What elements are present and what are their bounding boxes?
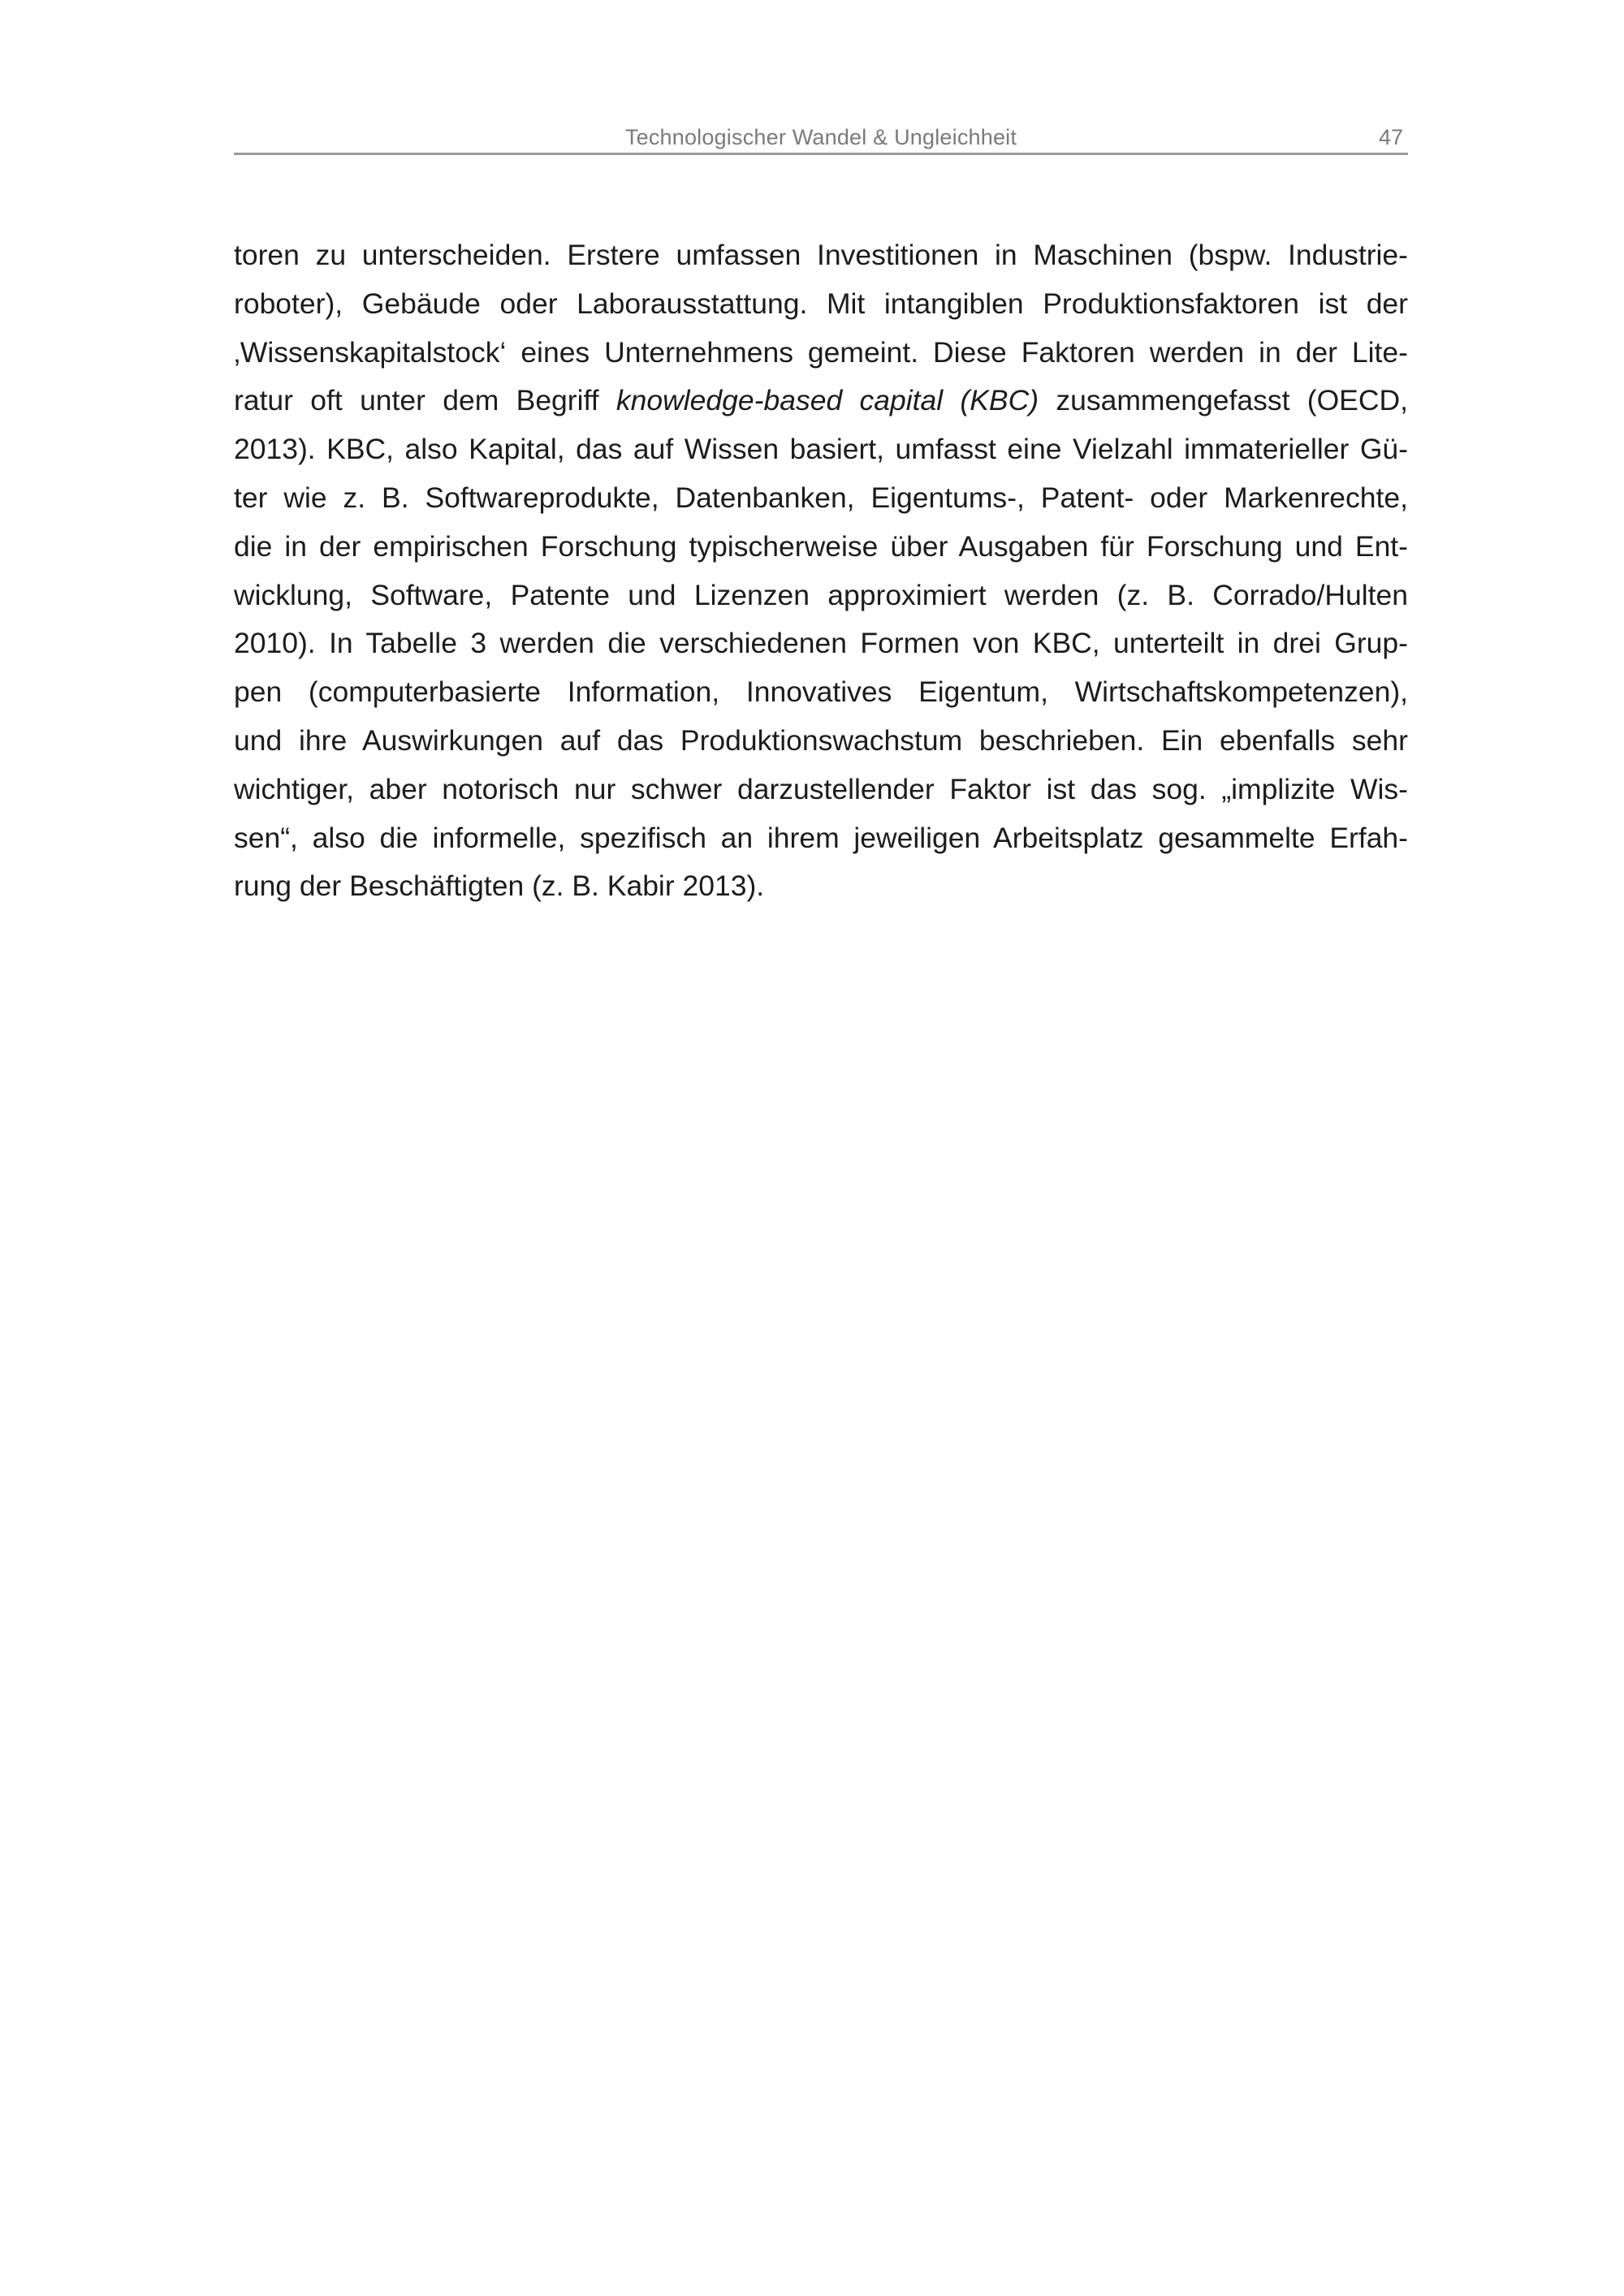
header-title: Technologischer Wandel & Ungleichheit <box>624 125 1017 149</box>
paragraph-line: rung der Beschäftigten (z. B. Kabir 2013). <box>234 870 765 903</box>
line-text: ratur oft unter dem Begriff <box>234 384 599 417</box>
paragraph-line: roboter), Gebäude oder Laborausstattung. Mit intangiblen Produktionsfaktoren ist der <box>234 287 1408 320</box>
paragraph-line: sen“, also die informelle, spezifisch an ihrem jeweiligen Arbeitsplatz gesammelte Erfah- <box>234 821 1408 854</box>
paragraph-line: die in der empirischen Forschung typischerweise über Ausgaben für Forschung und Ent- <box>234 529 1408 563</box>
line-text: zusammengefasst (OECD, <box>1056 384 1408 417</box>
running-header <box>234 123 1408 155</box>
paragraph-line: 2013). KBC, also Kapital, das auf Wissen basiert, umfasst eine Vielzahl immaterieller Gü- <box>234 433 1408 466</box>
paragraph-line: und ihre Auswirkungen auf das Produktionswachstum beschrieben. Ein ebenfalls sehr <box>234 723 1408 757</box>
paragraph-line <box>234 377 1408 425</box>
paragraph-line: wicklung, Software, Patente und Lizenzen approximiert werden (z. B. Corrado/Hulten <box>234 578 1408 611</box>
body-paragraph <box>234 231 1408 911</box>
paragraph-line: 2010). In Tabelle 3 werden die verschiedenen Formen von KBC, unterteilt in drei Grup- <box>234 627 1408 660</box>
page-number: 47 <box>1378 125 1403 149</box>
paragraph-line: pen (computerbasierte Information, Innovatives Eigentum, Wirtschaftskompetenzen), <box>234 675 1408 709</box>
paragraph-line: ‚Wissenskapitalstock‘ eines Unternehmens gemeint. Diese Faktoren werden in der Lite- <box>234 335 1408 369</box>
emphasized-term: knowledge-based capital (KBC) <box>615 384 1039 417</box>
paragraph-line: toren zu unterscheiden. Erstere umfassen Investitionen in Maschinen (bspw. Industrie- <box>234 239 1408 271</box>
paragraph-line: wichtiger, aber notorisch nur schwer darzustellender Faktor ist das sog. „implizite Wis- <box>234 772 1408 805</box>
paragraph-line: ter wie z. B. Softwareprodukte, Datenbanken, Eigentums-, Patent- oder Markenrechte, <box>234 481 1408 514</box>
